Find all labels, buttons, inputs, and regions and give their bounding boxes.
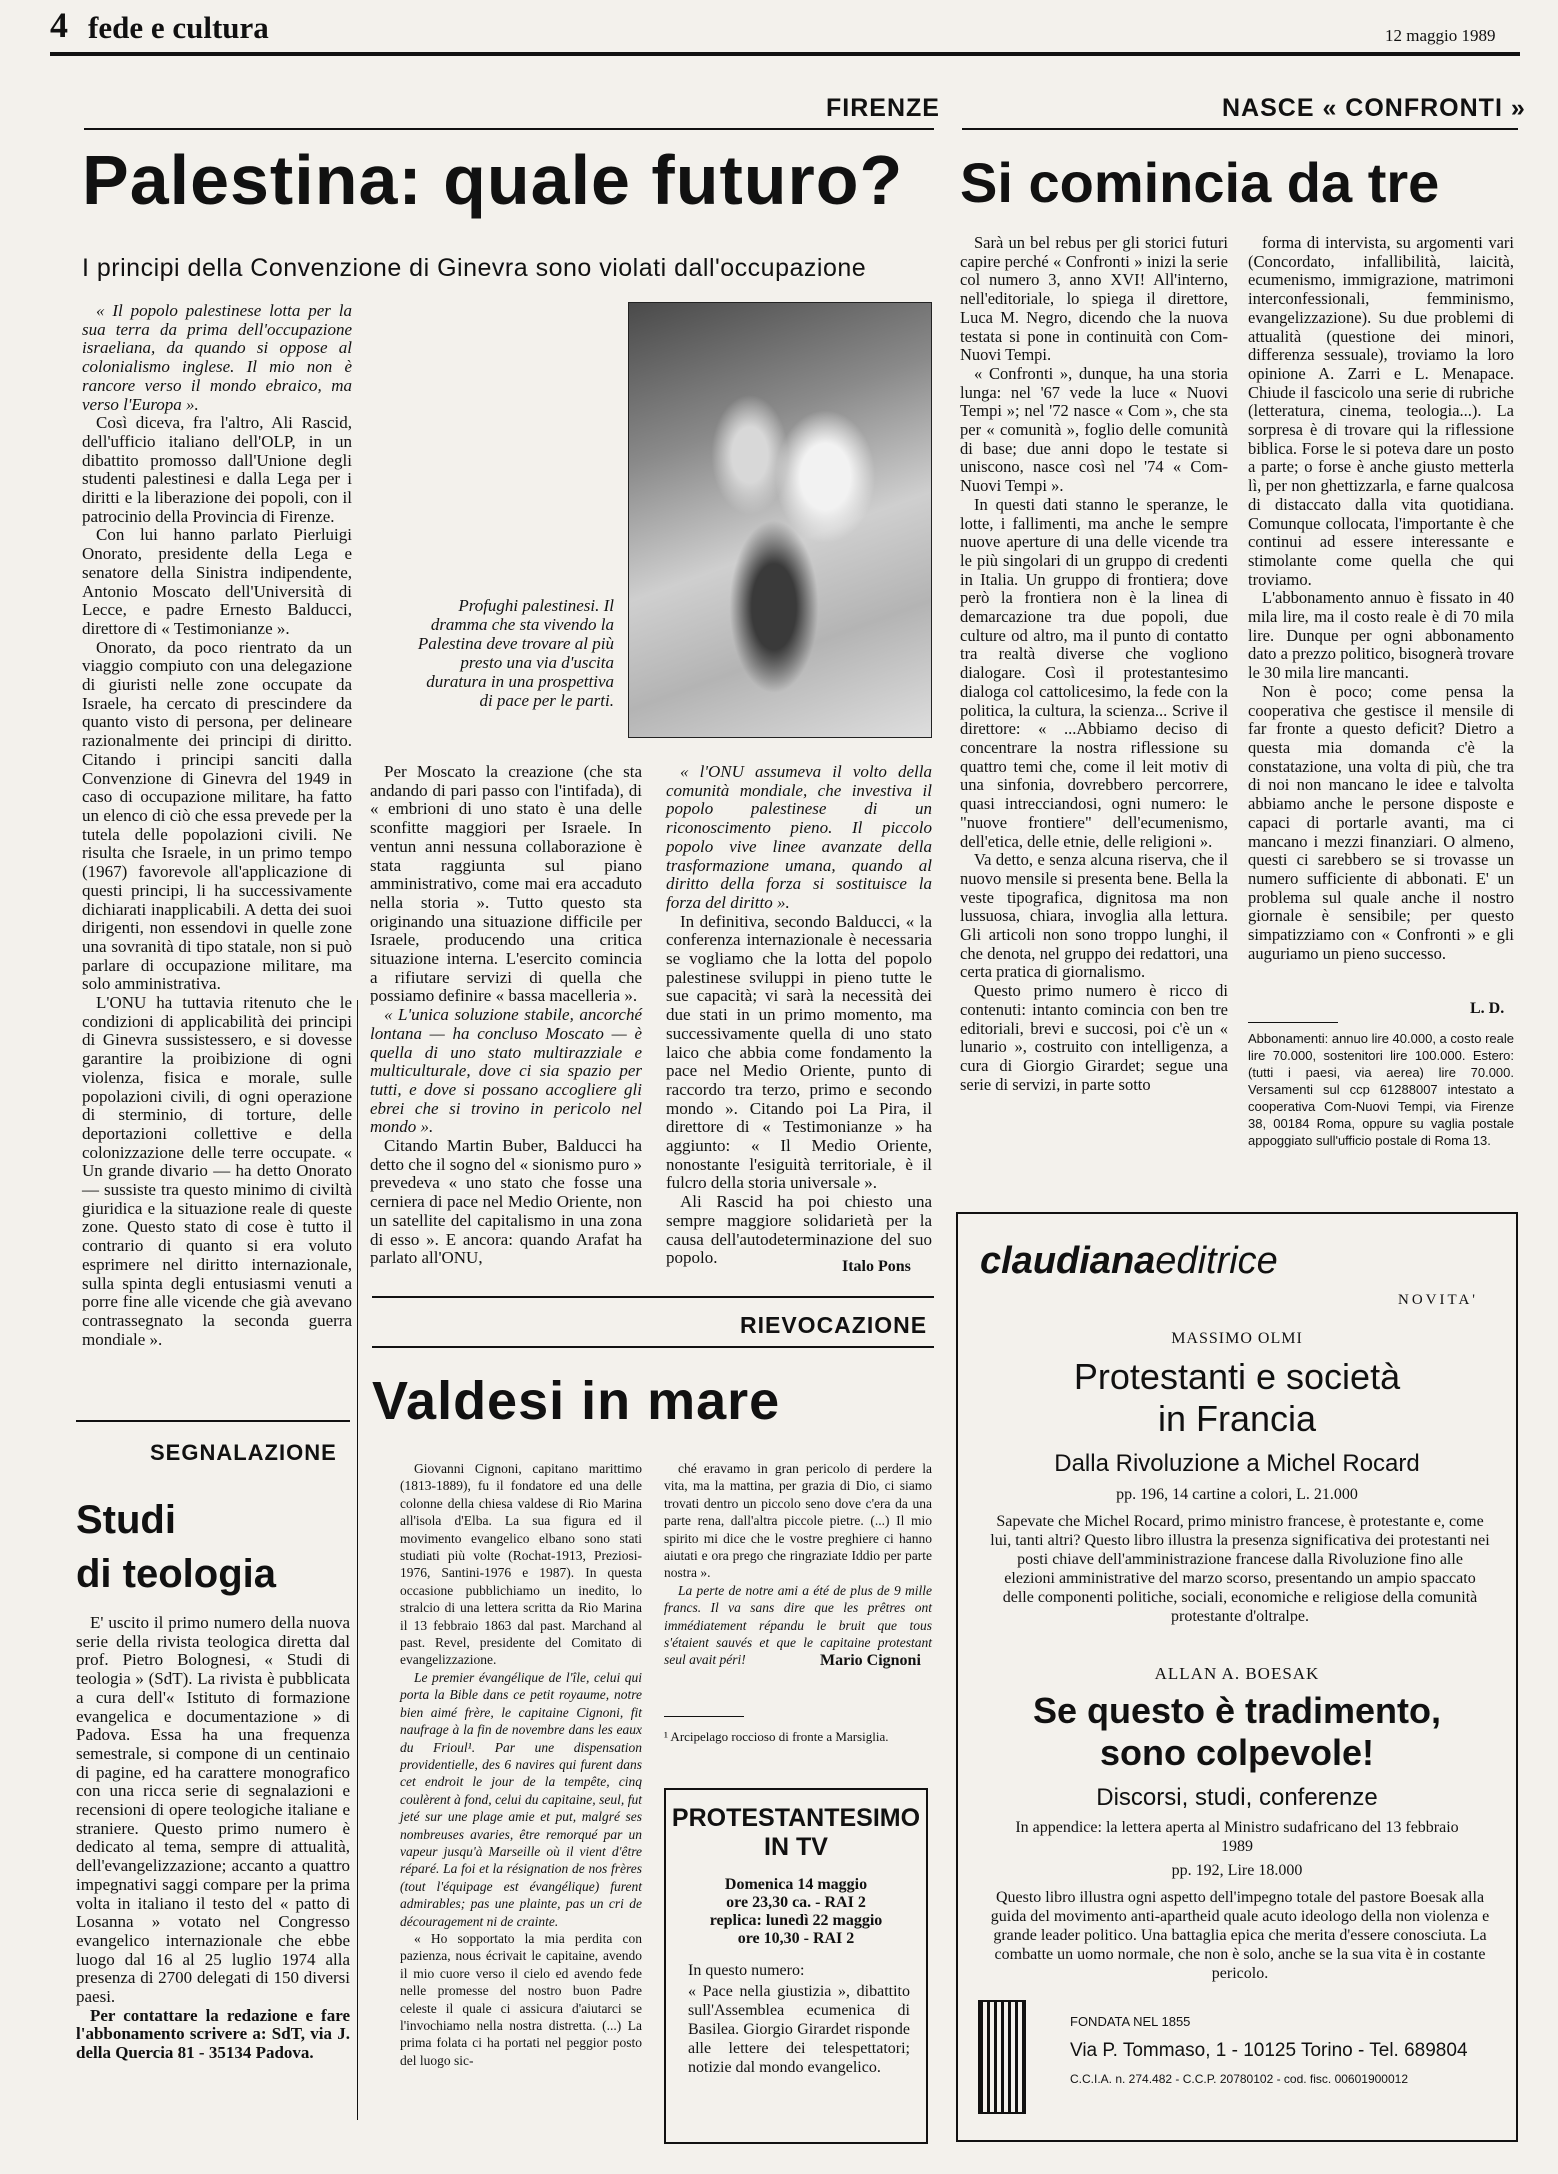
paragraph: Citando Martin Buber, Balducci ha detto che il sogno del « sionismo puro » prevedeva « uno stato che fosse una cerniera di pace nel Medio Oriente, non un satellite del capitalismo in una zona di esso ». E ancora: quando Arafat ha parlato all'ONU, xyxy=(370,1136,642,1268)
rule-valdesi-mid xyxy=(372,1346,934,1348)
tv-content: « Pace nella giustizia », dibattito sull'Assemblea ecumenica di Basilea. Giorgio Girardet risponde alle lettere dei telespettatori; notizie dal mondo evangelico. xyxy=(688,1983,910,2076)
photo-caption: Profughi palestinesi. Il dramma che sta vivendo la Palestina deve trovare al più presto una via d'uscita duratura in una prospettiva di pace per le parti. xyxy=(417,596,614,710)
book1-subtitle: Dalla Rivoluzione a Michel Rocard xyxy=(1054,1450,1420,1477)
teologia-body xyxy=(76,1614,350,2063)
book1-details: pp. 196, 14 cartine a colori, L. 21.000 xyxy=(1116,1486,1358,1503)
headline-teologia-1: Studi xyxy=(76,1498,176,1542)
valdesi-col2 xyxy=(664,1460,932,1669)
author-mario-cignoni: Mario Cignoni xyxy=(820,1652,921,1669)
headline-valdesi: Valdesi in mare xyxy=(372,1371,781,1431)
book1-title-1: Protestanti e società xyxy=(1073,1356,1401,1397)
initials-ld: L. D. xyxy=(1470,1000,1505,1017)
paragraph: « Confronti », dunque, ha una storia lunga: nel '67 vede la luce « Nuovi Tempi »; nel '72 nasce « Com », che sta per « comunità », foglio delle comunità di base; due anni dopo le testate si uniscono, nasce così nel '74 « Com-Nuovi Tempi ». xyxy=(960,363,1228,496)
footnote: ¹ Arcipelago roccioso di fronte a Marsiglia. xyxy=(664,1729,889,1744)
palestina-col3 xyxy=(666,763,932,1268)
rule-teologia-top xyxy=(76,1420,350,1422)
claudiana-logo xyxy=(980,1240,1278,1283)
brand-bold: claudiana xyxy=(980,1240,1156,1282)
rule-valdesi-top xyxy=(372,1296,934,1298)
paragraph: Ali Rascid ha poi chiesto una sempre maggiore solidarietà per la causa dell'autodeterminazione del suo popolo. xyxy=(666,1192,932,1268)
author-italo-pons: Italo Pons xyxy=(842,1258,911,1275)
section-title: fede e cultura xyxy=(88,10,269,45)
paragraph: « L'unica soluzione stabile, ancorché lontana — ha concluso Moscato — è quella di uno stato multirazziale e multiculturale, dove ci sia spazio per tutti, e dove si possano accogliere gli ebrei che si trovino in pericolo nel mondo ». xyxy=(370,1005,642,1137)
rule-confronti-top xyxy=(962,128,1518,130)
column-divider xyxy=(357,1000,358,2120)
kicker-segnalazione: SEGNALAZIONE xyxy=(150,1440,337,1465)
book2-author: ALLAN A. BOESAK xyxy=(1154,1664,1320,1683)
headline-teologia-2: di teologia xyxy=(76,1552,276,1596)
paragraph: E' uscito il primo numero della nuova serie della rivista teologica diretta dal prof. Pietro Bolognesi, « Studi di teologia » (SdT). La rivista è pubblicata a cura dell'« Istituto di formazione evangelica e documentazione » di Padova. Essa ha una frequenza semestrale, si compone di un centinaio di pagine, ed ha carattere monografico con una ricca serie di segnalazioni e recensioni di opere teologiche italiane e straniere. Questo primo numero è dedicato al tema, sempre di attualità, dell'evangelizzazione; accanto a quattro impegnativi saggi compare per la prima volta in italiano il testo del « patto di Losanna » votato nel Congresso evangelico internazionale che ebbe luogo dal 16 al 25 luglio 1974 alla presenza di 2700 delegati di 150 diversi paesi. xyxy=(76,1613,350,2007)
paragraph: In definitiva, secondo Balducci, « la conferenza internazionale è necessaria se vogliamo che la lotta del popolo palestinese sviluppi in pieno tutte le sue capacità; vi sarà la necessità dei due stati in un primo momento, ma successivamente quella di uno stato laico che abbia come fondamento la pace nel Medio Oriente, punto di raccordo tra terzo, primo e secondo mondo ». Citando poi La Pira, il direttore di « Testimonianze » ha aggiunto: « Il Medio Oriente, nonostante l'esiguità territoriale, è il fulcro della storia universale ». xyxy=(666,911,932,1193)
paragraph: « Il popolo palestinese lotta per la sua terra da prima dell'occupazione israeliana, da quando si oppose al colonialismo inglese. Il mio non è rancore verso il mondo ebraico, ma verso l'Europa ». xyxy=(82,301,352,414)
paragraph: Questo primo numero è ricco di contenuti: intanto comincia con ben tre editoriali, brevi e succosi, poi c'è un « lunario », costruito con intelligenza, a cura di Giorgio Girardet; segue una serie di servizi, in parte sotto xyxy=(960,981,1228,1094)
palestina-col2 xyxy=(370,763,642,1268)
tv-title-1: PROTESTANTESIMO xyxy=(671,1804,921,1832)
paragraph: La perte de notre ami a été de plus de 9 mille francs. Il va sans dire que les prêtres ont immédiatement répandu le bruit que tous s'étaient sauvés et que le capitaine protestant seul avait péri! xyxy=(664,1582,932,1668)
paragraph: L'ONU ha tuttavia ritenuto che le condizioni di applicabilità dei principi di Ginevra sussistessero, e si dovesse garantire la proibizione di ogni violenza, fisica e morale, sulle popolazioni civili, di ogni operazione di sterminio, di torture, delle deportazioni collettive e della colonizzazione delle terre occupate. « Un grande divario — ha detto Onorato — sussiste tra questo minimo di civiltà giuridica e la situazione reale di queste zone. Questo stato di cose è tutto il contrario di quanto si era voluto esprimere nel diritto internazionale, sulla spinta degli entusiasmi venuti a porre fine alle vicende che già avevano contrassegnato la seconda guerra mondiale ». xyxy=(82,993,352,1349)
paragraph: Sarà un bel rebus per gli storici futuri capire perché « Confronti » inizi la serie col numero 3, anno XVI! All'interno, nell'editoriale, lo spiega il direttore, Luca M. Negro, dicendo che la nuova testata si pone in continuità con Com-Nuovi Tempi. xyxy=(960,233,1228,365)
page-number: 4 xyxy=(50,5,68,45)
book2-title-1: Se questo è tradimento, xyxy=(1032,1690,1442,1731)
tv-intro: In questo numero: xyxy=(688,1962,805,1979)
confronti-col1 xyxy=(960,234,1228,1094)
paragraph: Onorato, da poco rientrato da un viaggio compiuto con una delegazione di giuristi nelle zone occupate da Israele, ha cercato di prescindere da quanto visto di persona, per delineare razionalmente dei principi di diritto. Citando i principi sanciti dalla Convenzione di Ginevra del 1949 in caso di occupazione militare, ha fatto un elenco di ciò che essa prevede per la tutela delle popolazioni civili. Ne risulta che Israele, in un primo tempo (1967) favorevole all'applicazione di questi principi, li ha successivamente dichiarati inapplicabili. A detta dei suoi dirigenti, non essendovi in quelle zone una sovranità di tipo statale, non si può parlare di occupazione militare, ma solo amministrativa. xyxy=(82,637,352,994)
paragraph: Per contattare la redazione e fare l'abbonamento scrivere a: SdT, via J. della Quercia 81 - 35134 Padova. xyxy=(76,2005,350,2063)
paragraph: « l'ONU assumeva il volto della comunità mondiale, che investiva il popolo palestinese di un riconoscimento pieno. Il piccolo popolo vive linee avanzate della trasformazione umana, quando al diritto della forza si sostituisce la forza del diritto ». xyxy=(666,762,932,912)
headline-palestina: Palestina: quale futuro? xyxy=(82,141,904,219)
book1-title-2: in Francia xyxy=(1157,1398,1317,1439)
paragraph: Con lui hanno parlato Pierluigi Onorato, presidente della Lega e senatore della Sinistra indipendente, Antonio Moscato dell'Università di Lecce, e padre Ernesto Balducci, direttore di « Testimonianze ». xyxy=(82,525,352,638)
kicker-rievocazione: RIEVOCAZIONE xyxy=(740,1312,928,1338)
book1-description: Sapevate che Michel Rocard, primo ministro francese, è protestante e, come lui, tanti altri? Questo libro illustra la presenza significativa dei protestanti nei posti chiave dell'amministrazione francese dalla Rivoluzione fino alle elezioni amministrative del marzo scorso, presentando un ampio spaccato delle componenti politiche, sociali, economiche e religiose della comunità protestante d'oltralpe. xyxy=(990,1513,1490,1625)
claudiana-ad xyxy=(956,1212,1518,2142)
issue-date: 12 maggio 1989 xyxy=(1385,26,1496,45)
ad-address: Via P. Tommaso, 1 - 10125 Torino - Tel. 689804 xyxy=(1070,2040,1468,2061)
book2-title-2: sono colpevole! xyxy=(1099,1732,1375,1773)
paragraph: Così diceva, fra l'altro, Ali Rascid, dell'ufficio italiano dell'OLP, in un dibattito promosso dall'Unione degli studenti palestinesi e dalla Lega per i diritti e la liberazione dei popoli, con il patrocinio della Provincia di Firenze. xyxy=(82,413,352,526)
founded-label: FONDATA NEL 1855 xyxy=(1070,2014,1191,2029)
tv-box xyxy=(664,1788,928,2144)
paragraph: forma di intervista, su argomenti vari (Concordato, infallibilità, laicità, ecumenismo, immigrazione, matrimoni interconfessionali, femminismo, evangelizzazione). Su due problemi di attualità (questione dei minori, differenza sessuale), troviamo la loro opinione A. Zarri e L. Menapace. Chiude il fascicolo una serie di rubriche (letteratura, cinema, teologia...). La sorpresa è di trovare qui la riflessione biblica. Forse le si poteva dare un posto a parte; o forse è anche giusto metterla lì, per non ghettizzarla, e farne qualcosa di distaccato dalla vita quotidiana. Comunque collocata, l'importante è che continui ad essere interessante e stimolante come quella che qui troviamo. xyxy=(1248,233,1514,589)
palestina-col1 xyxy=(82,302,352,1349)
tv-title-2: IN TV xyxy=(764,1833,828,1861)
paragraph: Non è poco; come pensa la cooperativa che gestisce il mensile di far fronte a questo deficit? Dietro a questa mia domanda c'è la constatazione, una volta di più, che tra di noi non mancano le idee e talvolta abbiamo anche le persone disposte e capaci di portarle avanti, ma ci mancano i mezzi finanziari. O almeno, questi ci sarebbero se si trovasse un numero sufficiente di abbonati. E' un problema sul quale anche il nostro giornale è sensibile; per questo simpatizziamo con « Confronti » e gli auguriamo un pieno successo. xyxy=(1248,681,1514,963)
ad-codes: C.C.I.A. n. 274.482 - C.C.P. 20780102 - cod. fisc. 00601900012 xyxy=(1070,2072,1408,2086)
tv-line: Domenica 14 maggio xyxy=(724,1876,868,1893)
rule-palestina-top xyxy=(84,128,934,130)
brand-light: editrice xyxy=(1155,1240,1278,1282)
rule-footnote xyxy=(664,1716,744,1717)
subhead-palestina: I principi della Convenzione di Ginevra sono violati dall'occupazione xyxy=(82,254,867,282)
paragraph: Va detto, e senza alcuna riserva, che il nuovo mensile si presenta bene. Bella la veste tipografica, dignitosa ma non lussuosa, chiara, invoglia alla lettura. Gli articoli non sono troppo lunghi, il che denota, nel gruppo dei redattori, una certa pratica di giornalismo. xyxy=(960,850,1228,982)
tv-line: replica: lunedì 22 maggio xyxy=(709,1912,883,1929)
paragraph: In questi dati stanno le speranze, le lotte, i fallimenti, ma anche le sempre nuove aperture di una delle vicende tra le più singolari di un gruppo di credenti in Italia. Un gruppo di frontiera; dove però la frontiera non è la linea di demarcazione tra due popoli, due culture od altro, ma il punto di contatto tra realtà diverse che vogliono dialogare. Così il protestantesimo dialoga col cattolicesimo, la fede con la politica, la cultura, la scienza... Scrive il direttore: « ...Abbiamo deciso di concentrare la nostra riflessione su quattro temi che, come il leit motiv di una sinfonia, dovrebbero percorrere, quasi intrecciandosi, ogni numero: le "nuove frontiere" dell'ecumenismo, dell'etica, delle etnie, delle religioni ». xyxy=(960,494,1228,851)
paragraph: Giovanni Cignoni, capitano marittimo (1813-1889), fu il fondatore ed una delle colonne della chiesa valdese di Rio Marina all'isola d'Elba. La sua figura ed il movimento evangelico elbano sono stati studiati più volte (Rochat-1913, Preziosi-1976, Santini-1976 e 1987). In questa occasione pubblichiamo un inedito, lo stralcio di una lettera scritta da Rio Marina il 13 febbraio 1863 dal past. Marchand al past. Revel, presidente del Comitato di evangelizzazione. xyxy=(400,1461,642,1668)
paragraph: Le premier évangélique de l'île, celui qui porta la Bible dans ce petit royaume, notre bien aimé frère, le capitaine Cignoni, fit naufrage à la fin de novembre dans les eaux du Frioul¹. Par une dispensation providentielle, des 6 navires qui furent dans cet endroit le jour de la tempête, cinq coulèrent à fond, celui du capitaine, seul, fut jeté sur une plage amie et put, malgré ses nombreuses avaries, être remorqué par un vapeur jusqu'à Marseille où il vient d'être réparé. La foi et la résignation de nos frères (tout l'équipage est évangélique) furent admirables; pas une plainte, pas un cri de découragement ni de crainte. xyxy=(400,1669,642,1929)
kicker-confronti: NASCE « CONFRONTI » xyxy=(1222,94,1526,122)
rule-subscription xyxy=(1248,1022,1338,1023)
book2-description: Questo libro illustra ogni aspetto dell'impegno totale del pastore Boesak alla guida del movimento anti-apartheid quale acuto ideologo della non violenza e grande leader politico. Una battaglia epica che merita d'essere conosciuta. La combatte un uomo normale, che non è solo, anche se la sua vita è in costante pericolo. xyxy=(990,1889,1490,1982)
subscription-note: Abbonamenti: annuo lire 40.000, a costo reale lire 70.000, sostenitori lire 100.000. Estero: (tutti i paesi, via aerea) lire 70.000. Versamenti sul ccp 61288007 intestato a cooperativa Com-Nuovi Tempi, via Firenze 38, 00184 Roma, oppure su vaglia postale appoggiato sull'ufficio postale di Roma 13. xyxy=(1248,1031,1514,1148)
book2-details: pp. 192, Lire 18.000 xyxy=(1171,1862,1303,1879)
headline-confronti: Si comincia da tre xyxy=(960,151,1440,214)
book1-author: MASSIMO OLMI xyxy=(1171,1330,1303,1347)
novita-label: NOVITA' xyxy=(1398,1292,1478,1308)
masthead-rule xyxy=(50,52,1520,56)
claudiana-emblem xyxy=(978,2000,1026,2114)
paragraph: ché eravamo in gran pericolo di perdere la vita, ma la mattina, per grazia di Dio, ci siamo trovati dentro un piccolo seno dove c'era da una parte rena, dall'altra piccole pietre. (...) Il mio spirito mi dice che le vostre preghiere ci hanno aiutati e ora prego che ringraziate Iddio per parte nostra ». xyxy=(664,1461,932,1581)
paragraph: L'abbonamento annuo è fissato in 40 mila lire, ma il costo reale è di 70 mila lire. Dunque per ogni abbonamento dato a prezzo politico, bisognerà trovare le 30 mila lire mancanti. xyxy=(1248,588,1514,683)
paragraph: « Ho sopportato la mia perdita con pazienza, nous écrivait le capitaine, avendo il mio cuore verso il cielo ed avendo fede nelle promesse del nostro buon Padre celeste il quale ci assicura d'aiutarci se l'invochiamo nella nostra distretta. (...) La prima folata ci ha portati nel peggior posto del luogo sic- xyxy=(400,1930,642,2068)
kicker-firenze: FIRENZE xyxy=(826,94,940,122)
book2-subtitle: Discorsi, studi, conferenze xyxy=(1096,1784,1378,1811)
book2-appendix: In appendice: la lettera aperta al Ministro sudafricano del 13 febbraio 1989 xyxy=(1015,1819,1459,1855)
tv-line: ore 10,30 - RAI 2 xyxy=(737,1930,855,1947)
paragraph: Per Moscato la creazione (che sta andando di pari passo con l'intifada), di « embrioni di uno stato è una delle sconfitte maggiori per Israele. In ventun anni nessuna collaborazione è stata raggiunta sul piano amministrativo, come mai era accaduto nella storia ». Tutto questo sta originando una situazione difficile per Israele, producendo una critica situazione interna. L'esercito comincia a rifiutare servizi di quella che possiamo definire « bassa macelleria ». xyxy=(370,762,642,1006)
tv-line: ore 23,30 ca. - RAI 2 xyxy=(726,1894,866,1911)
valdesi-col1 xyxy=(400,1460,642,2069)
confronti-col2 xyxy=(1248,234,1514,963)
photo-palestinian-refugees xyxy=(628,302,932,738)
